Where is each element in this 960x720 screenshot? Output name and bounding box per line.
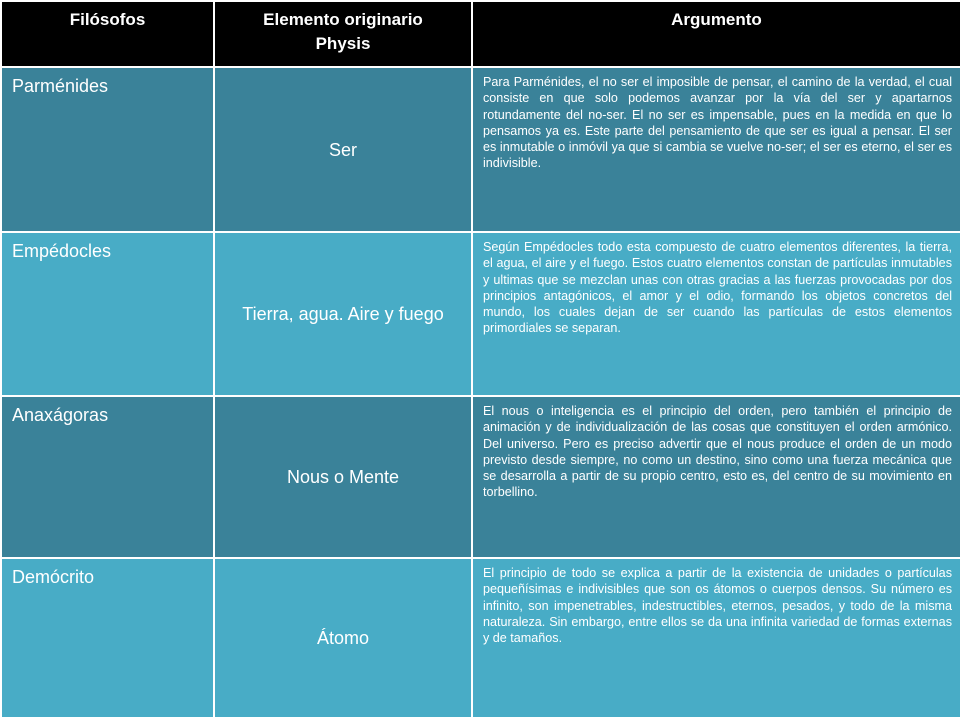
argument-cell: El principio de todo se explica a partir de la existencia de unidades o partículas pequeñísimas e indivisibles que son os átomos o cuerpos densos. Su número es infinito, son impenetrables, indestructibles, eternos, pesados, y todo de la misma naturaleza. Sin embargo, entre ellos se da una infinita variedad de formas externas y de tamaños. bbox=[472, 558, 960, 718]
header-philosophers: Filósofos bbox=[1, 1, 214, 67]
table-row bbox=[1, 558, 960, 718]
header-element bbox=[214, 1, 472, 67]
table-row bbox=[1, 67, 960, 232]
philosopher-name: Anaxágoras bbox=[1, 396, 214, 558]
header-element-line1: Elemento originario bbox=[263, 10, 423, 29]
header-element-line2: Physis bbox=[315, 34, 371, 53]
argument-cell: Según Empédocles todo esta compuesto de cuatro elementos diferentes, la tierra, el agua, el aire y el fuego. Estos cuatro elementos constan de partículas inmutables y ultimas que se mezclan unas con otras gracias a las fuerzas provocadas por dos principios antagónicos, el amor y el odio, formando los objetos concretos del mundo, los cuales dejan de ser cuando las partículas de estos elementos primordiales se separan. bbox=[472, 232, 960, 396]
header-argument: Argumento bbox=[472, 1, 960, 67]
argument-cell: El nous o inteligencia es el principio del orden, pero también el principio de animación y de individualización de las cosas que constituyen el orden armónico. Del universo. Pero es preciso advertir que el nous produce el orden de un modo previsto desde siempre, no como un destino, sino como una fuerza mecánica que se desarrolla a partir de su propio centro, esto es, del centro de su movimiento en torbellino. bbox=[472, 396, 960, 558]
philosopher-name: Demócrito bbox=[1, 558, 214, 718]
philosopher-name: Empédocles bbox=[1, 232, 214, 396]
argument-cell: Para Parménides, el no ser el imposible de pensar, el camino de la verdad, el cual consiste en que solo podemos avanzar por la vía del ser y apartarnos rotundamente del no-ser. El no ser es impensable, pues en la medida en que lo pensamos ya es. Este parte del pensamiento de que ser es igual a pensar. El ser es inmutable o inmóvil ya que si cambia se vuelve no-ser; el ser es eterno, el ser es indivisible. bbox=[472, 67, 960, 232]
element-cell: Tierra, agua. Aire y fuego bbox=[214, 232, 472, 396]
table-row bbox=[1, 232, 960, 396]
philosopher-name: Parménides bbox=[1, 67, 214, 232]
element-cell: Nous o Mente bbox=[214, 396, 472, 558]
element-cell: Ser bbox=[214, 67, 472, 232]
table-row bbox=[1, 396, 960, 558]
header-row bbox=[1, 1, 960, 67]
element-cell: Átomo bbox=[214, 558, 472, 718]
